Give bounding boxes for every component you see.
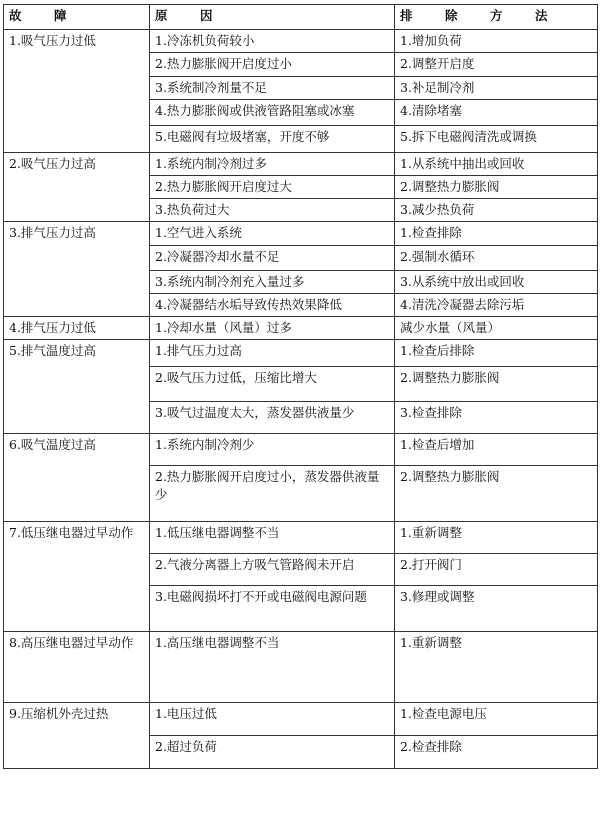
remedy-cell: 5.拆下电磁阀清洗或调换	[395, 126, 598, 153]
remedy-cell: 4.清洗冷凝器去除污垢	[395, 294, 598, 317]
cause-cell: 1.系统内制冷剂过多	[150, 153, 395, 176]
fault-cell: 7.低压继电器过早动作	[4, 522, 150, 632]
table-body	[4, 30, 598, 769]
cause-cell: 1.系统内制冷剂少	[150, 434, 395, 466]
remedy-cell: 1.重新调整	[395, 632, 598, 703]
remedy-cell: 2.调整热力膨胀阀	[395, 367, 598, 402]
header-cause: 原 因	[150, 5, 395, 30]
cause-cell: 2.热力膨胀阀开启度过大	[150, 176, 395, 199]
fault-cell: 9.压缩机外壳过热	[4, 703, 150, 769]
remedy-cell: 3.检查排除	[395, 402, 598, 434]
cause-cell: 3.吸气过温度太大，蒸发器供液量少	[150, 402, 395, 434]
cause-cell: 2.超过负荷	[150, 736, 395, 769]
remedy-cell: 2.强制水循环	[395, 246, 598, 271]
cause-cell: 1.高压继电器调整不当	[150, 632, 395, 703]
remedy-cell: 2.打开阀门	[395, 554, 598, 586]
fault-cell: 5.排气温度过高	[4, 340, 150, 434]
remedy-cell: 1.检查后增加	[395, 434, 598, 466]
cause-cell: 1.冷却水量（风量）过多	[150, 317, 395, 340]
cause-cell: 4.热力膨胀阀或供液管路阻塞或冰塞	[150, 100, 395, 126]
cause-cell: 1.排气压力过高	[150, 340, 395, 367]
table-row	[4, 522, 598, 554]
cause-cell: 2.吸气压力过低，压缩比增大	[150, 367, 395, 402]
cause-cell: 4.冷凝器结水垢导致传热效果降低	[150, 294, 395, 317]
table-row	[4, 703, 598, 736]
cause-cell: 3.电磁阀损坏打不开或电磁阀电源问题	[150, 586, 395, 632]
table-row	[4, 222, 598, 246]
remedy-cell: 1.增加负荷	[395, 30, 598, 53]
cause-cell: 3.热负荷过大	[150, 199, 395, 222]
remedy-cell: 减少水量（风量）	[395, 317, 598, 340]
cause-cell: 3.系统制冷剂量不足	[150, 77, 395, 100]
remedy-cell: 3.补足制冷剂	[395, 77, 598, 100]
table-row	[4, 30, 598, 53]
remedy-cell: 1.从系统中抽出或回收	[395, 153, 598, 176]
cause-cell: 1.冷冻机负荷较小	[150, 30, 395, 53]
remedy-cell: 3.修理或调整	[395, 586, 598, 632]
table-row	[4, 340, 598, 367]
table-row	[4, 434, 598, 466]
fault-cell: 2.吸气压力过高	[4, 153, 150, 222]
header-remedy: 排 除 方 法	[395, 5, 598, 30]
cause-cell: 2.热力膨胀阀开启度过小，蒸发器供液量少	[150, 466, 395, 522]
remedy-cell: 1.检查后排除	[395, 340, 598, 367]
fault-cell: 6.吸气温度过高	[4, 434, 150, 522]
table-row	[4, 632, 598, 703]
fault-table	[3, 4, 598, 769]
remedy-cell: 1.检查排除	[395, 222, 598, 246]
fault-cell: 3.排气压力过高	[4, 222, 150, 317]
remedy-cell: 2.调整开启度	[395, 53, 598, 77]
cause-cell: 2.热力膨胀阀开启度过小	[150, 53, 395, 77]
remedy-cell: 2.调整热力膨胀阀	[395, 176, 598, 199]
fault-cell: 8.高压继电器过早动作	[4, 632, 150, 703]
cause-cell: 5.电磁阀有垃圾堵塞，开度不够	[150, 126, 395, 153]
cause-cell: 2.气液分离器上方吸气管路阀未开启	[150, 554, 395, 586]
cause-cell: 3.系统内制冷剂充入量过多	[150, 271, 395, 294]
header-fault: 故 障	[4, 5, 150, 30]
fault-cell: 1.吸气压力过低	[4, 30, 150, 153]
table-row	[4, 317, 598, 340]
cause-cell: 1.低压继电器调整不当	[150, 522, 395, 554]
remedy-cell: 4.清除堵塞	[395, 100, 598, 126]
remedy-cell: 1.检查电源电压	[395, 703, 598, 736]
fault-cell: 4.排气压力过低	[4, 317, 150, 340]
remedy-cell: 2.调整热力膨胀阀	[395, 466, 598, 522]
table-row	[4, 153, 598, 176]
remedy-cell: 1.重新调整	[395, 522, 598, 554]
cause-cell: 1.电压过低	[150, 703, 395, 736]
remedy-cell: 2.检查排除	[395, 736, 598, 769]
cause-cell: 2.冷凝器冷却水量不足	[150, 246, 395, 271]
remedy-cell: 3.从系统中放出或回收	[395, 271, 598, 294]
header-row	[4, 5, 598, 30]
remedy-cell: 3.减少热负荷	[395, 199, 598, 222]
cause-cell: 1.空气进入系统	[150, 222, 395, 246]
